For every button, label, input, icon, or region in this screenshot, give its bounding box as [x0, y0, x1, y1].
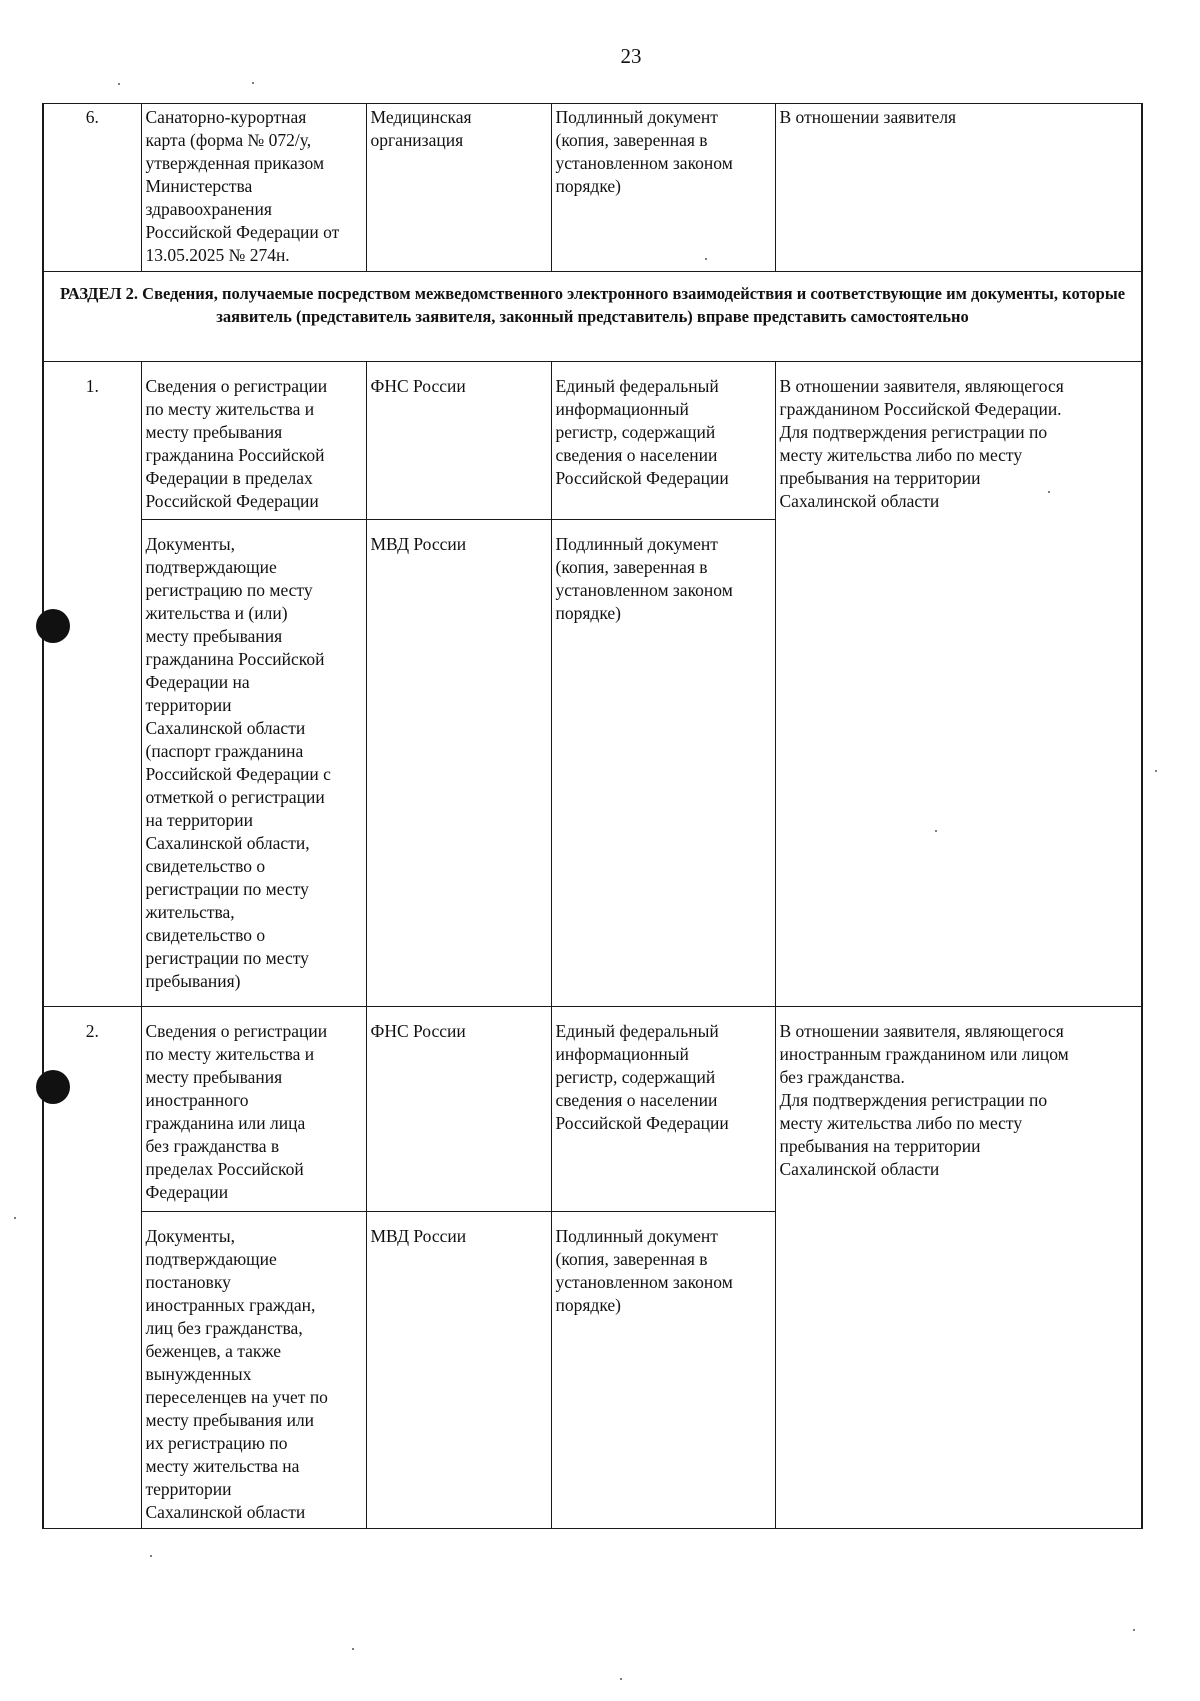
- scan-speck: [118, 83, 120, 85]
- section-title-text: РАЗДЕЛ 2. Сведения, получаемые посредством межведомственного электронного взаимодействия и соответствующие им документы, которые заявитель (представитель заявителя, законный представитель) вправе представить самостоятельно: [59, 284, 1126, 326]
- scan-speck: [620, 1678, 622, 1680]
- form-cell: [551, 520, 775, 1007]
- scan-speck: [1048, 491, 1050, 493]
- note-cell: [775, 362, 1142, 1007]
- note-cell: [775, 104, 1142, 272]
- note-cell: [775, 1007, 1142, 1529]
- document-form: Единый федеральный информационный регистр, содержащий сведения о населении Российской Федерации: [555, 1021, 729, 1133]
- row-number: [43, 362, 141, 1007]
- table-row: [43, 104, 1142, 272]
- document-cell: [141, 362, 366, 520]
- scan-speck: [14, 1217, 16, 1219]
- source-cell: [366, 104, 551, 272]
- documents-table: [42, 103, 1143, 1529]
- document-name: Санаторно-курортная карта (форма № 072/у, утвержденная приказом Министерства здравоохранения Российской Федерации от 13.05.2025 № 274н.: [145, 107, 340, 265]
- document-cell: [141, 520, 366, 1007]
- note-text: В отношении заявителя: [779, 107, 957, 127]
- source-name: МВД России: [370, 1226, 467, 1246]
- scan-speck: [935, 830, 937, 832]
- source-name: Медицинская организация: [370, 107, 472, 150]
- row-number-text: 1.: [85, 376, 99, 396]
- row-number: [43, 104, 141, 272]
- document-name: Документы, подтверждающие постановку иностранных граждан, лиц без гражданства, беженцев, а также вынужденных переселенцев на учет по месту пребывания или их регистрацию по месту жительства на территории Сахалинской области: [145, 1226, 328, 1522]
- source-cell: [366, 362, 551, 520]
- source-cell: [366, 1007, 551, 1212]
- source-name: МВД России: [370, 534, 467, 554]
- table-row: [43, 1007, 1142, 1212]
- form-cell: [551, 362, 775, 520]
- document-cell: [141, 104, 366, 272]
- punch-hole-upper: [36, 609, 70, 643]
- document-name: Сведения о регистрации по месту жительства и месту пребывания гражданина Российской Федерации в пределах Российской Федерации: [145, 376, 328, 511]
- source-cell: [366, 520, 551, 1007]
- scan-speck: [705, 258, 707, 260]
- document-form: Единый федеральный информационный регистр, содержащий сведения о населении Российской Федерации: [555, 376, 729, 488]
- section-header-row: [43, 272, 1142, 362]
- form-cell: [551, 1007, 775, 1212]
- scan-speck: [150, 1555, 152, 1557]
- source-name: ФНС России: [370, 1021, 466, 1041]
- row-number-text: 6.: [85, 107, 99, 127]
- table-row: [43, 362, 1142, 520]
- punch-hole-lower: [36, 1070, 70, 1104]
- note-text: В отношении заявителя, являющегося гражданином Российской Федерации. Для подтверждения регистрации по месту жительства либо по месту пребывания на территории Сахалинской области: [779, 376, 1064, 511]
- note-text: В отношении заявителя, являющегося иностранным гражданином или лицом без гражданства. Для подтверждения регистрации по месту жительства либо по месту пребывания на территории Сахалинской области: [779, 1021, 1069, 1179]
- document-form: Подлинный документ (копия, заверенная в установленном законом порядке): [555, 1226, 733, 1315]
- document-name: Сведения о регистрации по месту жительства и месту пребывания иностранного гражданина или лица без гражданства в пределах Российской Федерации: [145, 1021, 328, 1202]
- form-cell: [551, 104, 775, 272]
- section-2-title: [43, 272, 1142, 362]
- document-cell: [141, 1212, 366, 1529]
- document-name: Документы, подтверждающие регистрацию по месту жительства и (или) месту пребывания гражданина Российской Федерации на территории Сахалинской области (паспорт гражданина Российской Федерации с отметкой о регистрации на территории Сахалинской области, свидетельство о регистрации по месту жительства, свидетельство о регистрации по месту пребывания): [145, 534, 331, 991]
- scan-speck: [1155, 770, 1157, 772]
- form-cell: [551, 1212, 775, 1529]
- page-number: 23: [620, 44, 642, 68]
- row-number-text: 2.: [85, 1021, 99, 1041]
- source-name: ФНС России: [370, 376, 466, 396]
- source-cell: [366, 1212, 551, 1529]
- document-form: Подлинный документ (копия, заверенная в установленном законом порядке): [555, 534, 733, 623]
- document-form: Подлинный документ (копия, заверенная в установленном законом порядке): [555, 107, 733, 196]
- scan-speck: [252, 82, 254, 84]
- scan-speck: [1133, 1629, 1135, 1631]
- scan-speck: [352, 1648, 354, 1650]
- document-cell: [141, 1007, 366, 1212]
